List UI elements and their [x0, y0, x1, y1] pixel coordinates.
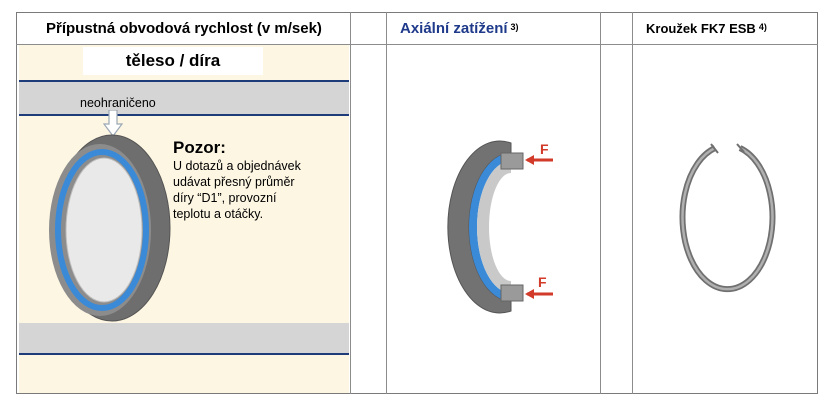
- header-axial-load: [400, 13, 519, 44]
- warning-line: díry “D1”, provozní: [173, 191, 277, 205]
- band-bottom-line: [19, 353, 349, 355]
- band-top: [19, 82, 349, 114]
- column-divider: [350, 12, 351, 394]
- column-divider: [632, 12, 633, 394]
- seal-ring-illustration: [44, 134, 174, 326]
- header-permissible-speed-text: Přípustná obvodová rychlost (v m/sek): [46, 20, 322, 37]
- warning-text: [173, 158, 349, 222]
- header-axial-load-text: Axiální zatížení: [400, 20, 508, 37]
- warning-line: U dotazů a objednávek: [173, 159, 301, 173]
- warning-line: teplotu a otáčky.: [173, 207, 264, 221]
- subtitle-housing-bore: těleso / díra: [83, 47, 263, 75]
- axial-load-illustration: [445, 135, 575, 325]
- header-permissible-speed: [46, 13, 322, 44]
- warning-line: udávat přesný průměr: [173, 175, 295, 189]
- force-label-bottom: F: [538, 274, 547, 290]
- warning-title: Pozor:: [173, 138, 226, 157]
- unlimited-label: neohraničeno: [80, 96, 156, 110]
- band-top-bottom-line: [19, 114, 349, 116]
- band-bottom: [19, 323, 349, 353]
- header-axial-load-footnote: 3): [510, 21, 519, 32]
- header-ring-text: Kroužek FK7 ESB: [646, 21, 756, 36]
- header-ring-footnote: 4): [758, 21, 767, 32]
- force-label-top: F: [540, 141, 549, 157]
- column-divider: [600, 12, 601, 394]
- column-divider: [386, 12, 387, 394]
- header-ring: [646, 13, 767, 44]
- snap-ring-illustration: [674, 138, 784, 308]
